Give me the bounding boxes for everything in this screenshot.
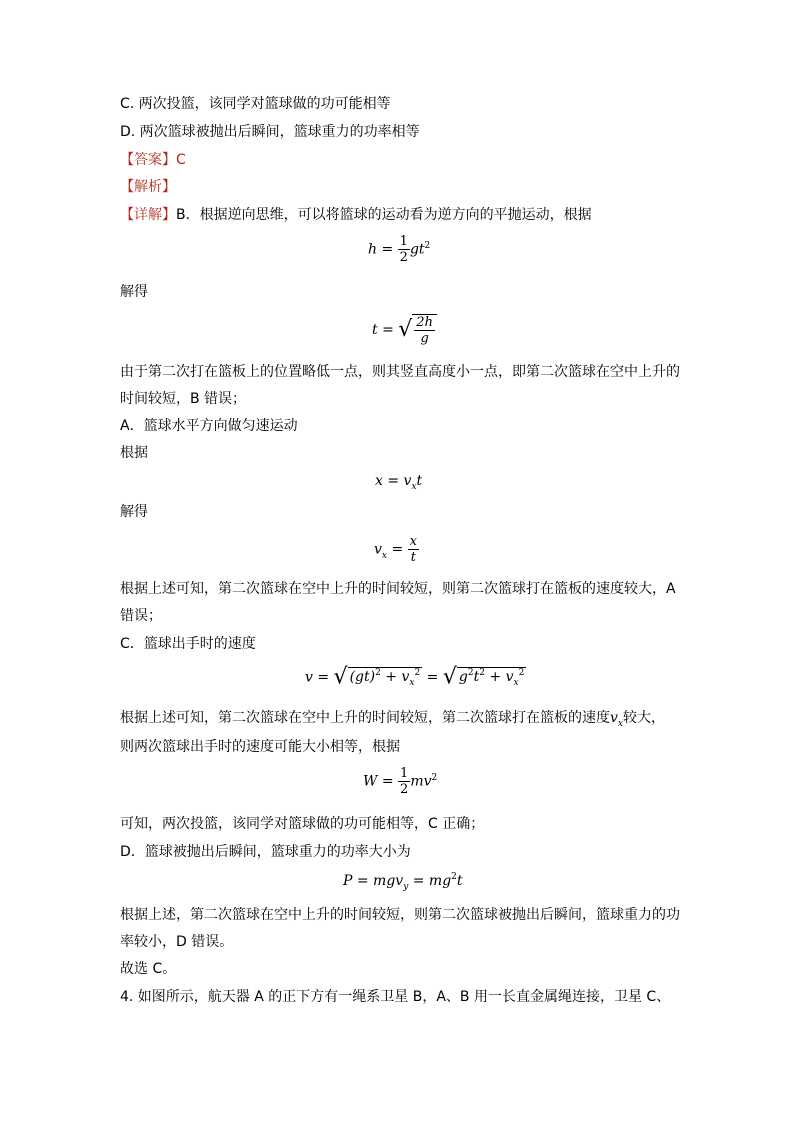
detail-a-intro: A．篮球水平方向做匀速运动: [120, 418, 298, 434]
option-c: C. 两次投篮，该同学对篮球做的功可能相等: [120, 96, 391, 112]
detail-b-intro: 【详解】B．根据逆向思维，可以将篮球的运动看为逆方向的平抛运动，根据: [120, 207, 592, 223]
detail-c-text-2: 则两次篮球出手时的速度可能大小相等，根据: [120, 739, 400, 755]
solve-label-1: 解得: [120, 284, 148, 300]
detail-b-text-2: 时间较短，B 错误；: [120, 391, 247, 407]
formula-vx: $v_x$ = $\frac{x}{t}$: [374, 534, 417, 565]
detail-d-text-1: 根据上述，第二次篮球在空中上升的时间较短，则第二次篮球被抛出后瞬间，篮球重力的功: [120, 907, 680, 923]
answer-line: [120, 151, 186, 169]
solve-label-2: 解得: [120, 504, 148, 520]
formula-p: $P = mgv_y = mg^2t$: [343, 872, 463, 892]
detail-c-text-1: 根据上述可知，第二次篮球在空中上升的时间较短，第二次篮球打在篮板的速度$v_x$较大，: [120, 710, 665, 729]
option-d: D. 两次篮球被抛出后瞬间，篮球重力的功率相等: [120, 124, 420, 140]
formula-h: h = $\frac{1}{2}$ $gt^2$: [368, 234, 431, 265]
final-answer: 故选 C。: [120, 961, 177, 977]
answer-value: C: [176, 152, 186, 168]
formula-t: t = √ $\frac{2h}{g}$: [372, 314, 437, 346]
analysis-tag: 【解析】: [120, 179, 176, 195]
answer-tag: 【答案】: [120, 152, 176, 168]
detail-b-text-1: 由于第二次打在篮板上的位置略低一点，则其竖直高度小一点，即第二次篮球在空中上升的: [120, 364, 680, 380]
detail-c-text-3: 可知，两次投篮，该同学对篮球做的功可能相等，C 正确；: [120, 816, 485, 832]
detail-a-text-2: 错误；: [120, 608, 162, 624]
formula-v: v = √ $(gt)^2 + v_x^2$ = √ $g^2t^2 + v_x^2$: [305, 664, 525, 690]
according-label-1: 根据: [120, 445, 148, 461]
detail-tag: 【详解】: [120, 207, 176, 223]
detail-d-text-2: 率较小，D 错误。: [120, 934, 234, 950]
formula-x: $x = v_xt$: [375, 473, 423, 492]
detail-d-intro: D．篮球被抛出后瞬间，篮球重力的功率大小为: [120, 844, 411, 860]
detail-c-intro: C．篮球出手时的速度: [120, 636, 256, 652]
detail-a-text-1: 根据上述可知，第二次篮球在空中上升的时间较短，则第二次篮球打在篮板的速度较大，A: [120, 581, 676, 597]
question-4: 4. 如图所示，航天器 A 的正下方有一绳系卫星 B，A、B 用一长直金属绳连接，卫星 C、: [120, 989, 671, 1005]
formula-w: W = $\frac{1}{2}$ $mv^2$: [363, 766, 438, 797]
